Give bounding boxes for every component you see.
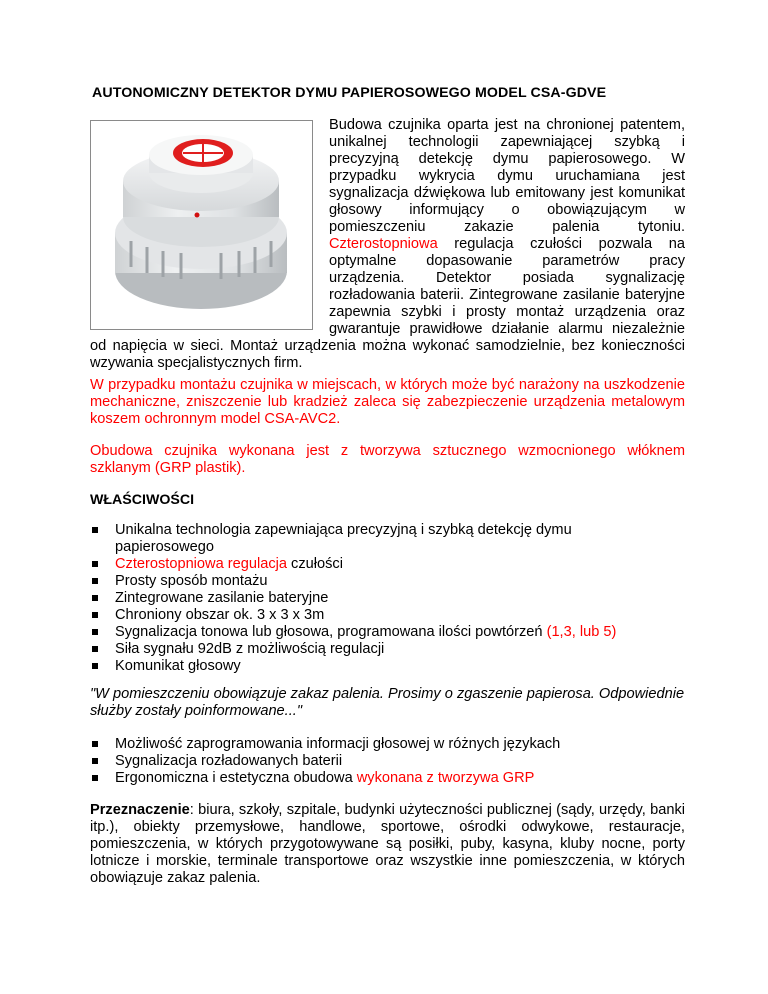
feature-text: Zintegrowane zasilanie bateryjne: [115, 590, 329, 606]
list-item: [90, 753, 650, 770]
feature-text: Sygnalizacja rozładowanych baterii: [115, 753, 343, 769]
feature-text: Unikalna technologia zapewniająca precyzyjną i szybką detekcję dymu papierosowego: [115, 522, 572, 555]
list-item: [90, 770, 650, 787]
intro-text-part1: Budowa czujnika oparta jest na chronionej patentem, unikalnej technologii zapewniającej szybką i precyzyjną detekcję dymu papierosowego. W przypadku wykrycia dymu uruchamiana jest sygnalizacja dźwiękowa lub emitowany jest komunikat głosowy informujący o obowiązującym w pomieszczeniu zakazie palenia tytoniu.: [329, 117, 685, 235]
feature-text: czułości: [286, 556, 343, 572]
list-item: [90, 607, 650, 624]
list-item: [90, 573, 650, 590]
smoke-detector-image: [91, 121, 312, 329]
features-list-2: [90, 736, 650, 787]
feature-text: Komunikat głosowy: [115, 658, 241, 674]
feature-text: Chroniony obszar ok. 3 x 3 x 3m: [115, 607, 325, 623]
list-item: [90, 658, 650, 675]
intro-text-red: Czterostopniowa: [329, 236, 438, 252]
intro-paragraph: [90, 117, 685, 372]
feature-text: Ergonomiczna i estetyczna obudowa: [115, 770, 357, 786]
feature-text: Możliwość zaprogramowania informacji głosowej w różnych językach: [115, 736, 561, 752]
feature-text: Prosty sposób montażu: [115, 573, 268, 589]
smoke-detector-photo: [90, 120, 313, 330]
list-item: [90, 624, 650, 641]
housing-material-paragraph: Obudowa czujnika wykonana jest z tworzywa sztucznego wzmocnionego włóknem szklanym (GRP plastik).: [90, 443, 685, 476]
destination-text: : biura, szkoły, szpitale, budynki użyteczności publicznej (sądy, urzędy, banki itp.), obiekty przemysłowe, handlowe, sportowe, ośrodki odwykowe, restauracje, pomieszczenia, w których przygotowywane są posiłki, puby, kasyna, kluby nocne, porty lotnicze i morskie, terminale transportowe oraz wszystkie inne pomieszczenia, w których obowiązuje zakaz palenia.: [90, 802, 685, 886]
feature-text-red: (1,3, lub 5): [546, 624, 617, 640]
feature-text-red: Czterostopniowa regulacja: [115, 556, 287, 572]
protection-cage-paragraph: W przypadku montażu czujnika w miejscach, w których może być narażony na uszkodzenie mechaniczne, zniszczenie lub kradzież zaleca się zabezpieczenie urządzenia metalowym koszem ochronnym model CSA-AVC2.: [90, 377, 685, 427]
list-item: [90, 590, 650, 607]
features-list: [90, 522, 650, 675]
list-item: [90, 736, 650, 753]
list-item: [90, 556, 650, 573]
document-title: AUTONOMICZNY DETEKTOR DYMU PAPIEROSOWEGO MODEL CSA-GDVE: [92, 85, 607, 101]
destination-label: Przeznaczenie: [90, 802, 190, 818]
list-item: [90, 522, 650, 556]
feature-text-red: wykonana z tworzywa GRP: [356, 770, 535, 786]
features-heading: WŁAŚCIWOŚCI: [90, 492, 195, 508]
feature-text: Siła sygnału 92dB z możliwością regulacji: [115, 641, 385, 657]
feature-text: Sygnalizacja tonowa lub głosowa, programowana ilości powtórzeń: [115, 624, 547, 640]
destination-paragraph: [90, 802, 685, 887]
intro-text-part2: regulacja czułości pozwala na optymalne dopasowanie parametrów pracy urządzenia. Detektor posiada sygnalizację rozładowania baterii. Zintegrowane zasilanie bateryjne zapewnia szybki i prosty montaż urządzenia oraz gwarantuje prawidłowe działanie alarmu niezależnie od napięcia w sieci. Montaż urządzenia można wykonać samodzielnie, bez konieczności wzywania specjalistycznych firm.: [90, 236, 685, 371]
list-item: [90, 641, 650, 658]
voice-message-quote: "W pomieszczeniu obowiązuje zakaz palenia. Prosimy o zgaszenie papierosa. Odpowiednie służby zostały poinformowane...": [90, 686, 685, 719]
